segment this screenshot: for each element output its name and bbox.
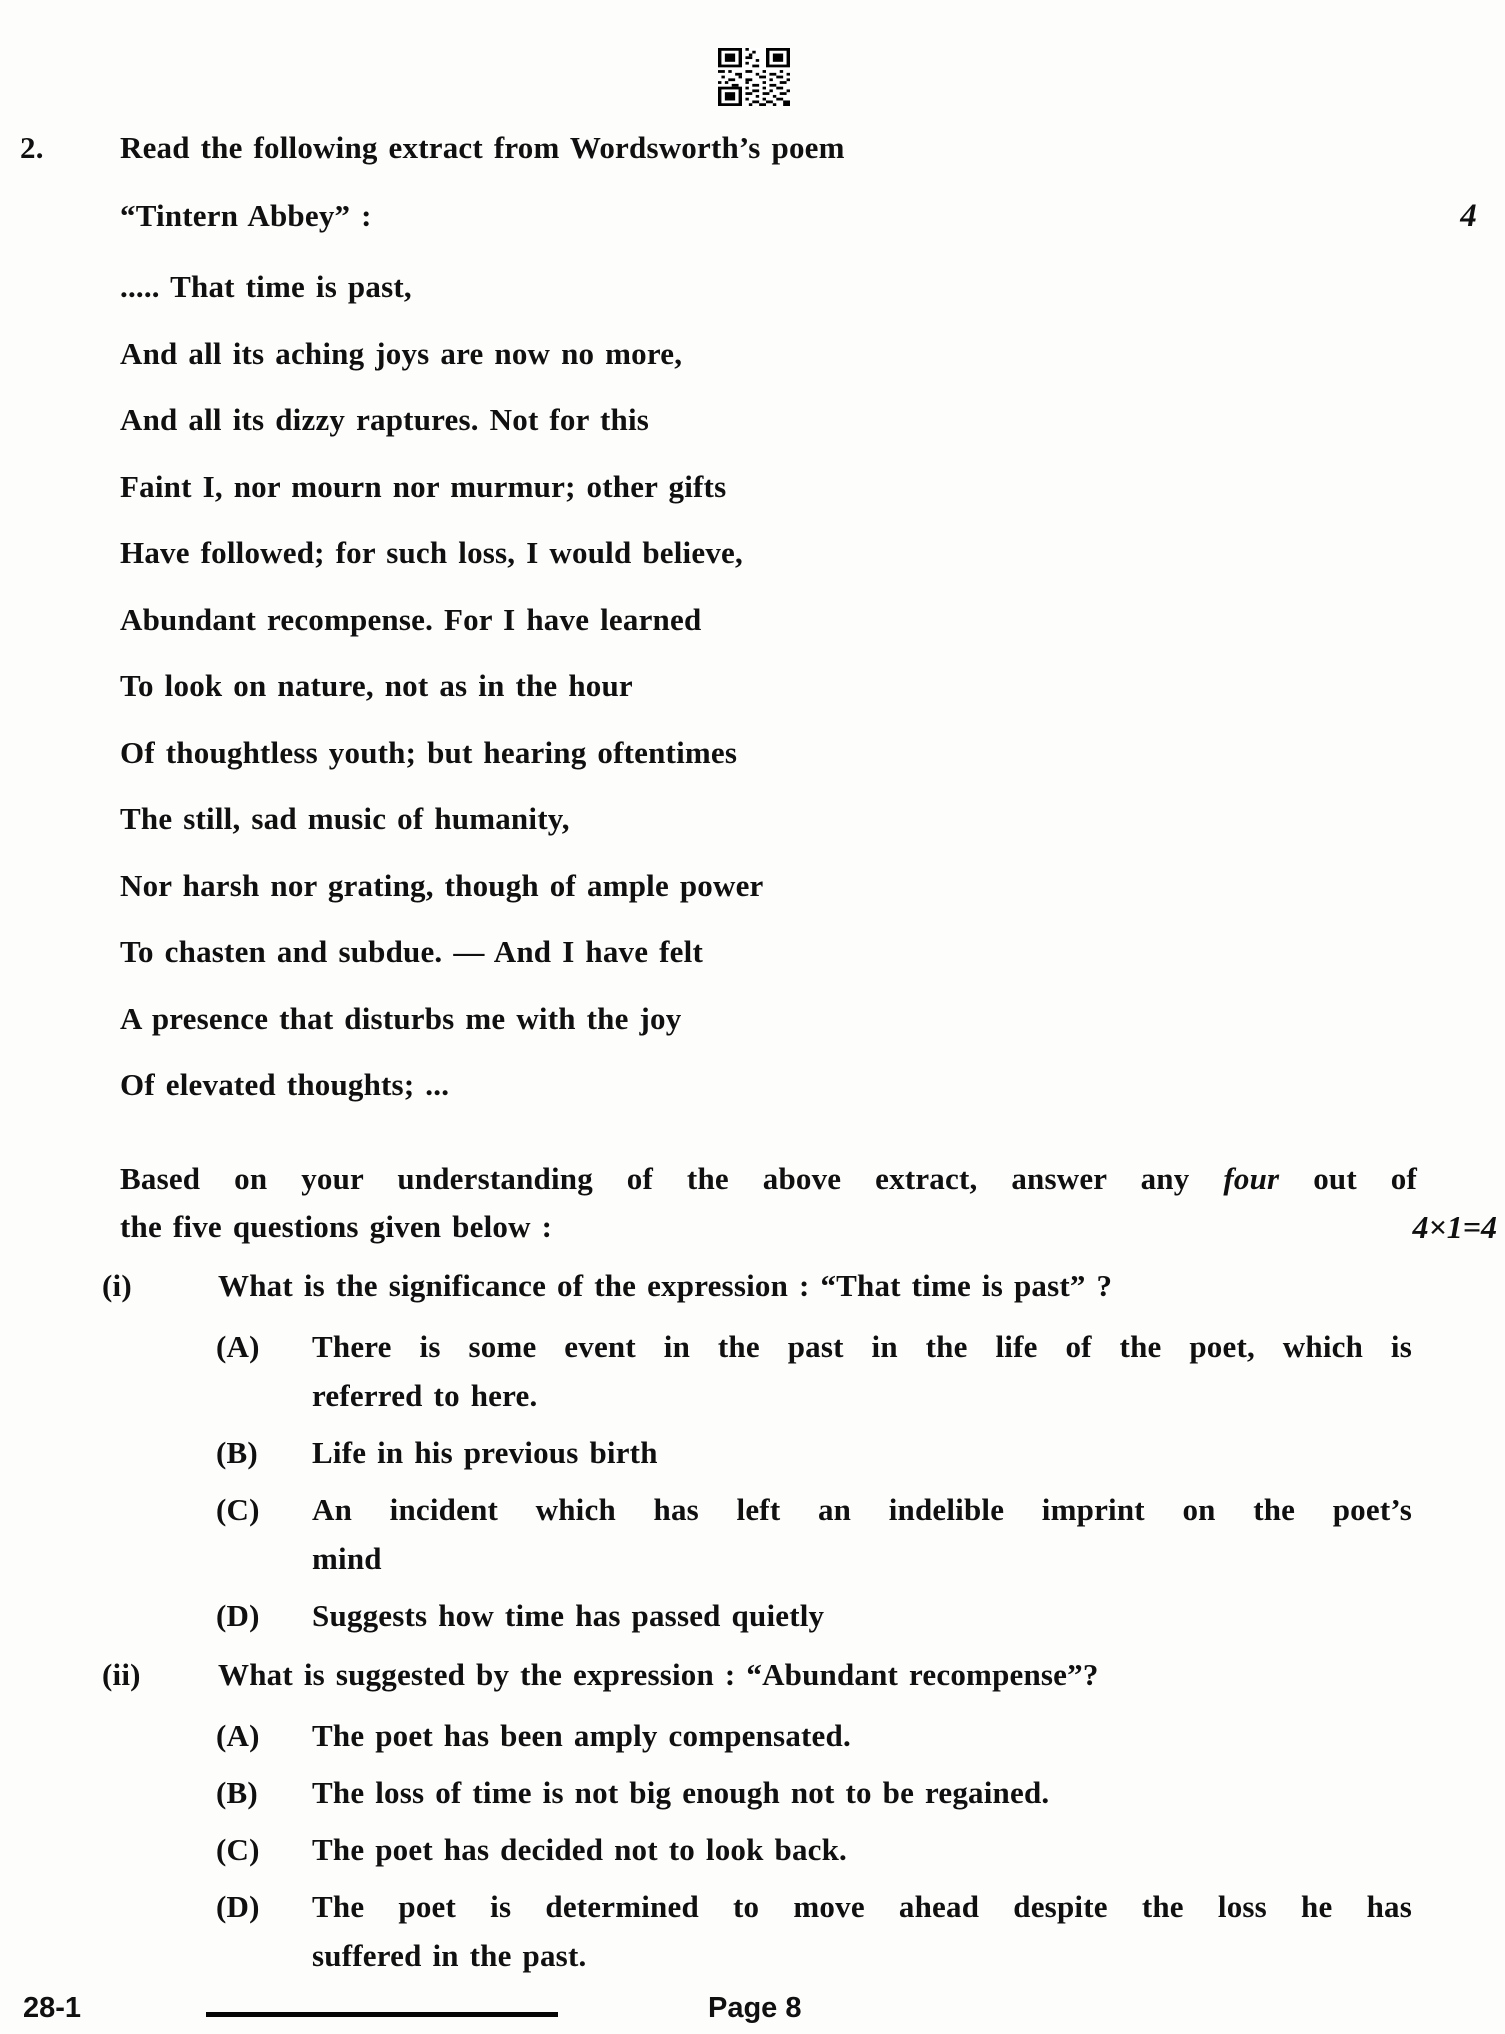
options-list	[216, 1711, 1417, 1980]
option-item	[216, 1485, 1417, 1583]
option-text: Life in his previous birth	[312, 1434, 658, 1470]
option-label: (B)	[216, 1434, 258, 1470]
option-label: (A)	[216, 1717, 260, 1753]
option-item	[216, 1711, 1417, 1760]
option-item	[216, 1591, 1417, 1640]
paper-set-code: 28-1	[23, 1992, 82, 2024]
question-label: (ii)	[102, 1656, 141, 1692]
option-item	[216, 1882, 1417, 1980]
poem-title: “Tintern Abbey” :	[120, 198, 372, 233]
option-label: (B)	[216, 1774, 258, 1810]
option-label: (D)	[216, 1888, 260, 1924]
poem-line: Nor harsh nor grating, though of ample power	[120, 867, 764, 903]
poem-line: And all its aching joys are now no more,	[120, 335, 683, 371]
poem-line: ..... That time is past,	[120, 269, 412, 304]
option-text: There is some event in the past in the life of the poet, which is referred to here.	[312, 1328, 1412, 1413]
poem-line: Abundant recompense. For I have learned	[120, 601, 702, 637]
option-item	[216, 1825, 1417, 1874]
footer-divider-rule	[206, 2012, 558, 2017]
marks-value: 4	[1460, 198, 1477, 234]
poem-extract	[120, 254, 1417, 1119]
question-text: What is the significance of the expression : “That time is past” ?	[218, 1267, 1113, 1303]
poem-line: Of thoughtless youth; but hearing oftentimes	[120, 734, 738, 770]
question-2-block	[20, 128, 1497, 1988]
poem-line: Faint I, nor mourn nor murmur; other gifts	[120, 468, 727, 504]
question-text: What is suggested by the expression : “Abundant recompense”?	[218, 1656, 1099, 1692]
option-text: The loss of time is not big enough not to be regained.	[312, 1774, 1050, 1810]
option-text: An incident which has left an indelible imprint on the poet’s mind	[312, 1491, 1412, 1576]
question-item-ii	[102, 1652, 1417, 1980]
poem-line: And all its dizzy raptures. Not for this	[120, 402, 650, 437]
instruction-bold-word: four	[1223, 1160, 1280, 1196]
option-item	[216, 1428, 1417, 1477]
option-label: (D)	[216, 1597, 260, 1633]
option-item	[216, 1322, 1417, 1420]
question-intro: Read the following extract from Wordsworth’s poem	[120, 130, 845, 165]
poem-line: A presence that disturbs me with the joy	[120, 1000, 682, 1036]
instruction-line-2: the five questions given below :	[120, 1208, 553, 1244]
instruction-paragraph	[120, 1155, 1497, 1251]
poem-title-row	[120, 196, 1477, 236]
poem-line: To chasten and subdue. — And I have felt	[120, 934, 703, 969]
option-text: The poet is determined to move ahead despite the loss he has suffered in the past.	[312, 1888, 1412, 1973]
question-number: 2.	[20, 130, 44, 165]
option-label: (A)	[216, 1328, 260, 1364]
option-label: (C)	[216, 1831, 260, 1867]
page-number: Page 8	[708, 1992, 802, 2024]
question-item-i	[102, 1263, 1417, 1640]
poem-line: The still, sad music of humanity,	[120, 801, 570, 836]
poem-line: To look on nature, not as in the hour	[120, 668, 633, 703]
option-text: The poet has decided not to look back.	[312, 1831, 847, 1867]
option-text: The poet has been amply compensated.	[312, 1717, 851, 1753]
qr-code-icon	[718, 48, 790, 106]
option-item	[216, 1768, 1417, 1817]
options-list	[216, 1322, 1417, 1640]
poem-line: Of elevated thoughts; ...	[120, 1067, 450, 1102]
option-label: (C)	[216, 1491, 260, 1527]
option-text: Suggests how time has passed quietly	[312, 1597, 825, 1633]
marks-scheme: 4×1=4	[1412, 1208, 1497, 1245]
poem-line: Have followed; for such loss, I would believe,	[120, 535, 743, 570]
question-label: (i)	[102, 1267, 132, 1303]
instruction-line-1: Based on your understanding of the above extract, answer any four out of	[120, 1160, 1417, 1196]
question-content	[102, 128, 1497, 1988]
